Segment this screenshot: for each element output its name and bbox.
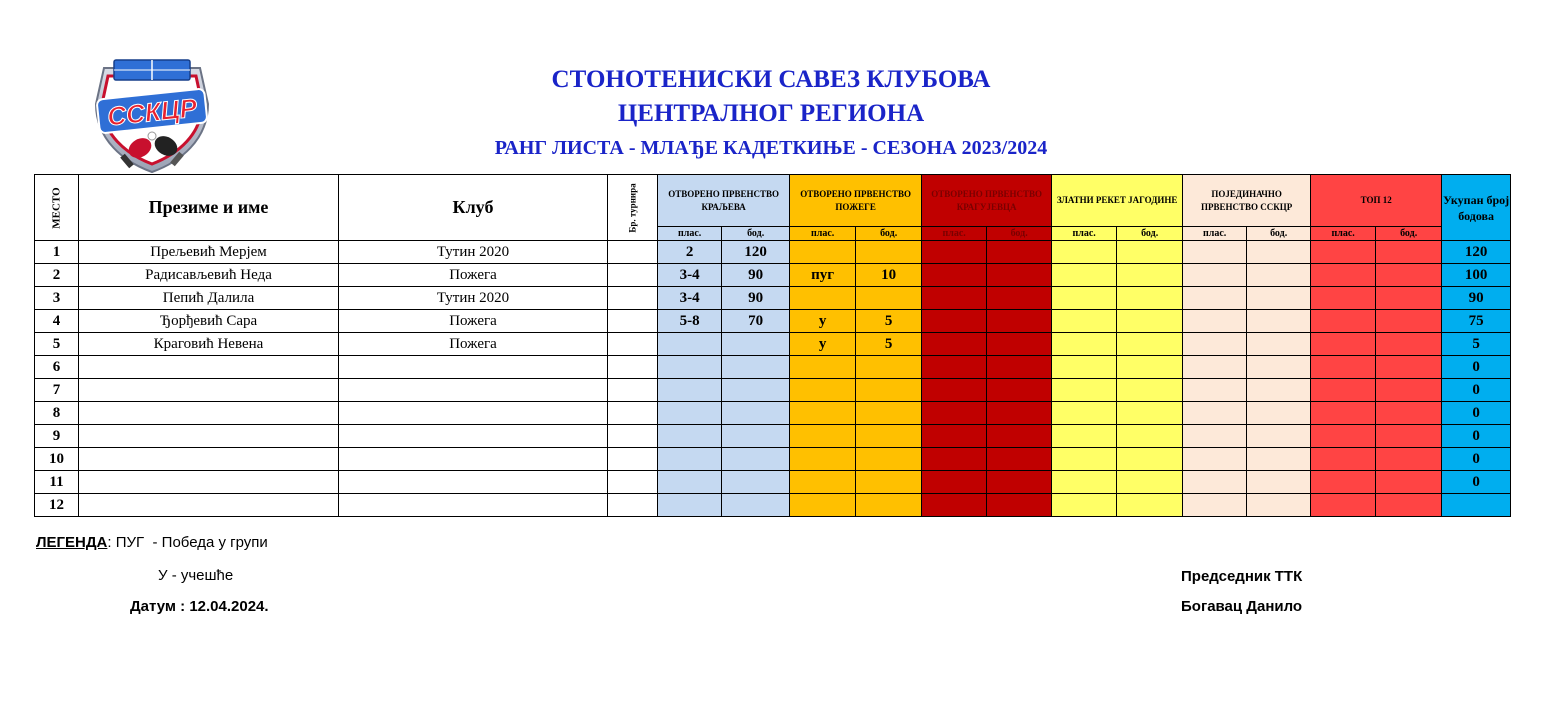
header-title-line1: СТОНОТЕНИСКИ САВЕЗ КЛУБОВА	[551, 66, 991, 93]
points-cell	[1117, 448, 1183, 471]
placement-cell	[922, 402, 987, 425]
total-points-cell: 75	[1442, 310, 1511, 333]
points-cell	[1376, 425, 1442, 448]
placement-cell	[922, 425, 987, 448]
ranking-title: РАНГ ЛИСТА - МЛАЂЕ КАДЕТКИЊЕ - СЕЗОНА 2023/2024	[494, 137, 1048, 159]
col-header-tournaments-count: Бр. турнира	[608, 175, 658, 241]
player-name-cell	[79, 494, 339, 517]
table-row	[35, 333, 1511, 356]
rank-cell: 8	[35, 402, 79, 425]
points-cell	[1117, 379, 1183, 402]
placement-cell	[658, 333, 722, 356]
rank-cell: 11	[35, 471, 79, 494]
placement-cell	[1311, 264, 1376, 287]
col-header-club: Клуб	[339, 175, 608, 241]
total-points-cell: 0	[1442, 356, 1511, 379]
placement-cell	[1311, 471, 1376, 494]
points-cell	[722, 494, 790, 517]
points-cell	[987, 356, 1052, 379]
points-cell	[1376, 264, 1442, 287]
rank-cell: 4	[35, 310, 79, 333]
points-cell: 90	[722, 264, 790, 287]
placement-cell	[922, 448, 987, 471]
rank-cell: 10	[35, 448, 79, 471]
subheader-bod: бод.	[987, 227, 1052, 241]
placement-cell	[658, 471, 722, 494]
subheader-plas: плас.	[1311, 227, 1376, 241]
placement-cell	[1311, 287, 1376, 310]
placement-cell	[1183, 356, 1247, 379]
placement-cell	[790, 425, 856, 448]
rank-cell: 2	[35, 264, 79, 287]
placement-cell: у	[790, 333, 856, 356]
legend-date: Датум : 12.04.2024.	[130, 598, 269, 615]
points-cell	[856, 287, 922, 310]
placement-cell	[1052, 402, 1117, 425]
placement-cell	[790, 241, 856, 264]
total-points-cell: 0	[1442, 402, 1511, 425]
placement-cell	[1052, 241, 1117, 264]
placement-cell	[1183, 264, 1247, 287]
points-cell	[987, 379, 1052, 402]
points-cell	[1376, 379, 1442, 402]
placement-cell	[790, 287, 856, 310]
player-name-cell	[79, 379, 339, 402]
rank-cell: 5	[35, 333, 79, 356]
points-cell	[987, 448, 1052, 471]
points-cell	[987, 425, 1052, 448]
subheader-bod: бод.	[1117, 227, 1183, 241]
points-cell	[722, 333, 790, 356]
club-cell: Тутин 2020	[339, 241, 608, 264]
placement-cell	[658, 425, 722, 448]
points-cell	[987, 264, 1052, 287]
placement-cell	[658, 379, 722, 402]
points-cell	[1247, 241, 1311, 264]
table-row	[35, 264, 1511, 287]
club-cell	[339, 448, 608, 471]
points-cell	[1117, 310, 1183, 333]
col-header-mesto: МЕСТО	[35, 175, 79, 241]
placement-cell	[1183, 310, 1247, 333]
placement-cell	[1311, 241, 1376, 264]
tournaments-count-cell	[608, 310, 658, 333]
total-points-cell: 120	[1442, 241, 1511, 264]
points-cell: 120	[722, 241, 790, 264]
table-row	[35, 356, 1511, 379]
legend-u: У - учешће	[158, 567, 234, 584]
tournaments-count-cell	[608, 241, 658, 264]
placement-cell	[1052, 333, 1117, 356]
col-header-name: Презиме и име	[79, 175, 339, 241]
rank-cell: 1	[35, 241, 79, 264]
placement-cell: 3-4	[658, 287, 722, 310]
tournaments-count-cell	[608, 264, 658, 287]
points-cell	[1376, 356, 1442, 379]
placement-cell: 5-8	[658, 310, 722, 333]
points-cell	[856, 425, 922, 448]
placement-cell	[1311, 310, 1376, 333]
legend	[36, 534, 268, 551]
placement-cell: пуг	[790, 264, 856, 287]
player-name-cell	[79, 471, 339, 494]
placement-cell	[1311, 494, 1376, 517]
tournament-header-jagodina: ЗЛАТНИ РЕКЕТ ЈАГОДИНЕ	[1052, 175, 1183, 227]
points-cell	[722, 448, 790, 471]
points-cell	[1117, 402, 1183, 425]
subheader-plas: плас.	[658, 227, 722, 241]
points-cell	[856, 356, 922, 379]
placement-cell	[790, 471, 856, 494]
tournaments-count-cell	[608, 425, 658, 448]
placement-cell	[1052, 471, 1117, 494]
logo-text: ССКЦР	[105, 92, 199, 132]
club-cell	[339, 379, 608, 402]
points-cell	[1117, 287, 1183, 310]
sskcr-logo	[84, 58, 220, 176]
points-cell	[1247, 264, 1311, 287]
rank-cell: 3	[35, 287, 79, 310]
subheader-bod: бод.	[856, 227, 922, 241]
subheader-plas: плас.	[790, 227, 856, 241]
placement-cell: 2	[658, 241, 722, 264]
placement-cell	[790, 379, 856, 402]
points-cell: 5	[856, 310, 922, 333]
tournaments-count-cell	[608, 379, 658, 402]
placement-cell	[658, 494, 722, 517]
table-row	[35, 287, 1511, 310]
points-cell	[1247, 402, 1311, 425]
points-cell	[987, 494, 1052, 517]
legend-colon: :	[107, 534, 112, 551]
points-cell	[1117, 241, 1183, 264]
points-cell	[1247, 448, 1311, 471]
placement-cell	[922, 379, 987, 402]
points-cell	[1376, 471, 1442, 494]
total-points-cell: 0	[1442, 379, 1511, 402]
placement-cell	[1052, 379, 1117, 402]
placement-cell	[922, 333, 987, 356]
player-name-cell	[79, 356, 339, 379]
placement-cell	[1183, 448, 1247, 471]
placement-cell	[658, 402, 722, 425]
placement-cell	[1311, 356, 1376, 379]
points-cell: 10	[856, 264, 922, 287]
subheader-plas: плас.	[922, 227, 987, 241]
points-cell: 5	[856, 333, 922, 356]
club-cell: Тутин 2020	[339, 287, 608, 310]
placement-cell	[1183, 241, 1247, 264]
tournaments-count-cell	[608, 448, 658, 471]
tournaments-count-cell	[608, 402, 658, 425]
points-cell	[1376, 241, 1442, 264]
placement-cell: 3-4	[658, 264, 722, 287]
total-points-cell: 100	[1442, 264, 1511, 287]
placement-cell	[658, 356, 722, 379]
total-points-cell: 0	[1442, 425, 1511, 448]
points-cell	[856, 471, 922, 494]
tournament-header-kraljevo: ОТВОРЕНО ПРВЕНСТВО КРАЉЕВА	[658, 175, 790, 227]
tournaments-count-cell	[608, 287, 658, 310]
placement-cell	[1052, 264, 1117, 287]
points-cell	[987, 402, 1052, 425]
points-cell	[1247, 379, 1311, 402]
points-cell	[856, 494, 922, 517]
points-cell	[1247, 310, 1311, 333]
placement-cell	[1052, 448, 1117, 471]
total-points-cell: 90	[1442, 287, 1511, 310]
points-cell	[1376, 402, 1442, 425]
table-row	[35, 494, 1511, 517]
tournaments-count-cell	[608, 356, 658, 379]
points-cell	[1247, 425, 1311, 448]
points-cell: 90	[722, 287, 790, 310]
tournament-header-sskcr: ПОЈЕДИНАЧНО ПРВЕНСТВО ССКЦР	[1183, 175, 1311, 227]
points-cell	[1376, 333, 1442, 356]
points-cell	[722, 402, 790, 425]
club-cell	[339, 356, 608, 379]
club-cell: Пожега	[339, 310, 608, 333]
placement-cell	[1183, 471, 1247, 494]
header-title-line2: ЦЕНТРАЛНОГ РЕГИОНА	[617, 100, 925, 127]
club-cell	[339, 494, 608, 517]
placement-cell	[1052, 356, 1117, 379]
placement-cell	[1311, 379, 1376, 402]
placement-cell	[922, 356, 987, 379]
points-cell	[1247, 333, 1311, 356]
col-header-total: Укупан број бодова	[1442, 175, 1511, 241]
placement-cell	[1183, 379, 1247, 402]
placement-cell	[922, 494, 987, 517]
points-cell	[1117, 264, 1183, 287]
player-name-cell	[79, 425, 339, 448]
points-cell	[987, 333, 1052, 356]
player-name-cell	[79, 448, 339, 471]
points-cell	[1117, 333, 1183, 356]
header-row	[35, 175, 1511, 227]
points-cell	[856, 448, 922, 471]
placement-cell	[922, 241, 987, 264]
subheader-plas: плас.	[1052, 227, 1117, 241]
placement-cell	[922, 287, 987, 310]
placement-cell	[922, 471, 987, 494]
player-name-cell: Прељевић Мерјем	[79, 241, 339, 264]
placement-cell	[790, 356, 856, 379]
placement-cell	[1183, 402, 1247, 425]
subheader-plas: плас.	[1183, 227, 1247, 241]
points-cell	[1117, 356, 1183, 379]
total-points-cell: 0	[1442, 448, 1511, 471]
total-points-cell: 5	[1442, 333, 1511, 356]
placement-cell	[790, 494, 856, 517]
rank-cell: 7	[35, 379, 79, 402]
total-points-cell	[1442, 494, 1511, 517]
points-cell	[987, 241, 1052, 264]
points-cell	[856, 241, 922, 264]
club-cell	[339, 402, 608, 425]
tournament-header-pozega: ОТВОРЕНО ПРВЕНСТВО ПОЖЕГЕ	[790, 175, 922, 227]
points-cell	[722, 425, 790, 448]
subheader-bod: бод.	[1376, 227, 1442, 241]
ranking-table	[34, 174, 1511, 517]
placement-cell	[658, 448, 722, 471]
points-cell	[722, 471, 790, 494]
placement-cell	[1183, 425, 1247, 448]
signature-role: Председник ТТК	[1181, 568, 1303, 585]
points-cell	[1247, 494, 1311, 517]
table-row	[35, 402, 1511, 425]
placement-cell	[1052, 425, 1117, 448]
signature-name: Богавац Данило	[1181, 598, 1303, 615]
points-cell	[1376, 310, 1442, 333]
placement-cell	[1052, 494, 1117, 517]
rank-cell: 9	[35, 425, 79, 448]
club-cell: Пожега	[339, 264, 608, 287]
points-cell	[1376, 494, 1442, 517]
placement-cell: у	[790, 310, 856, 333]
points-cell	[1247, 471, 1311, 494]
points-cell	[722, 379, 790, 402]
points-cell	[1247, 287, 1311, 310]
player-name-cell	[79, 402, 339, 425]
legend-title: ЛЕГЕНДА	[36, 534, 108, 551]
tournaments-count-cell	[608, 333, 658, 356]
points-cell	[987, 310, 1052, 333]
table-row	[35, 241, 1511, 264]
placement-cell	[1183, 333, 1247, 356]
points-cell	[1117, 425, 1183, 448]
points-cell	[987, 471, 1052, 494]
table-row	[35, 471, 1511, 494]
placement-cell	[922, 264, 987, 287]
points-cell	[856, 402, 922, 425]
player-name-cell: Радисављевић Неда	[79, 264, 339, 287]
player-name-cell: Пепић Далила	[79, 287, 339, 310]
player-name-cell: Ђорђевић Сара	[79, 310, 339, 333]
placement-cell	[1183, 287, 1247, 310]
legend-pug: ПУГ - Победа у групи	[115, 534, 268, 551]
table-row	[35, 310, 1511, 333]
club-cell	[339, 425, 608, 448]
points-cell	[1247, 356, 1311, 379]
placement-cell	[1311, 425, 1376, 448]
table-row	[35, 425, 1511, 448]
total-points-cell: 0	[1442, 471, 1511, 494]
placement-cell	[1183, 494, 1247, 517]
club-cell	[339, 471, 608, 494]
placement-cell	[922, 310, 987, 333]
points-cell: 70	[722, 310, 790, 333]
points-cell	[1117, 494, 1183, 517]
table-row	[35, 448, 1511, 471]
club-cell: Пожега	[339, 333, 608, 356]
placement-cell	[1052, 310, 1117, 333]
table-row	[35, 379, 1511, 402]
points-cell	[1376, 448, 1442, 471]
points-cell	[722, 356, 790, 379]
rank-cell: 6	[35, 356, 79, 379]
placement-cell	[790, 402, 856, 425]
placement-cell	[1311, 402, 1376, 425]
subheader-bod: бод.	[1247, 227, 1311, 241]
placement-cell	[1311, 448, 1376, 471]
points-cell	[987, 287, 1052, 310]
tournament-header-kragujevac: ОТВОРЕНО ПРВЕНСТВО КРАГУЈЕВЦА	[922, 175, 1052, 227]
player-name-cell: Краговић Невена	[79, 333, 339, 356]
tournaments-count-cell	[608, 471, 658, 494]
points-cell	[1376, 287, 1442, 310]
tournament-header-top12: ТОП 12	[1311, 175, 1442, 227]
placement-cell	[1311, 333, 1376, 356]
points-cell	[1117, 471, 1183, 494]
placement-cell	[790, 448, 856, 471]
points-cell	[856, 379, 922, 402]
tournaments-count-cell	[608, 494, 658, 517]
rank-cell: 12	[35, 494, 79, 517]
placement-cell	[1052, 287, 1117, 310]
subheader-bod: бод.	[722, 227, 790, 241]
